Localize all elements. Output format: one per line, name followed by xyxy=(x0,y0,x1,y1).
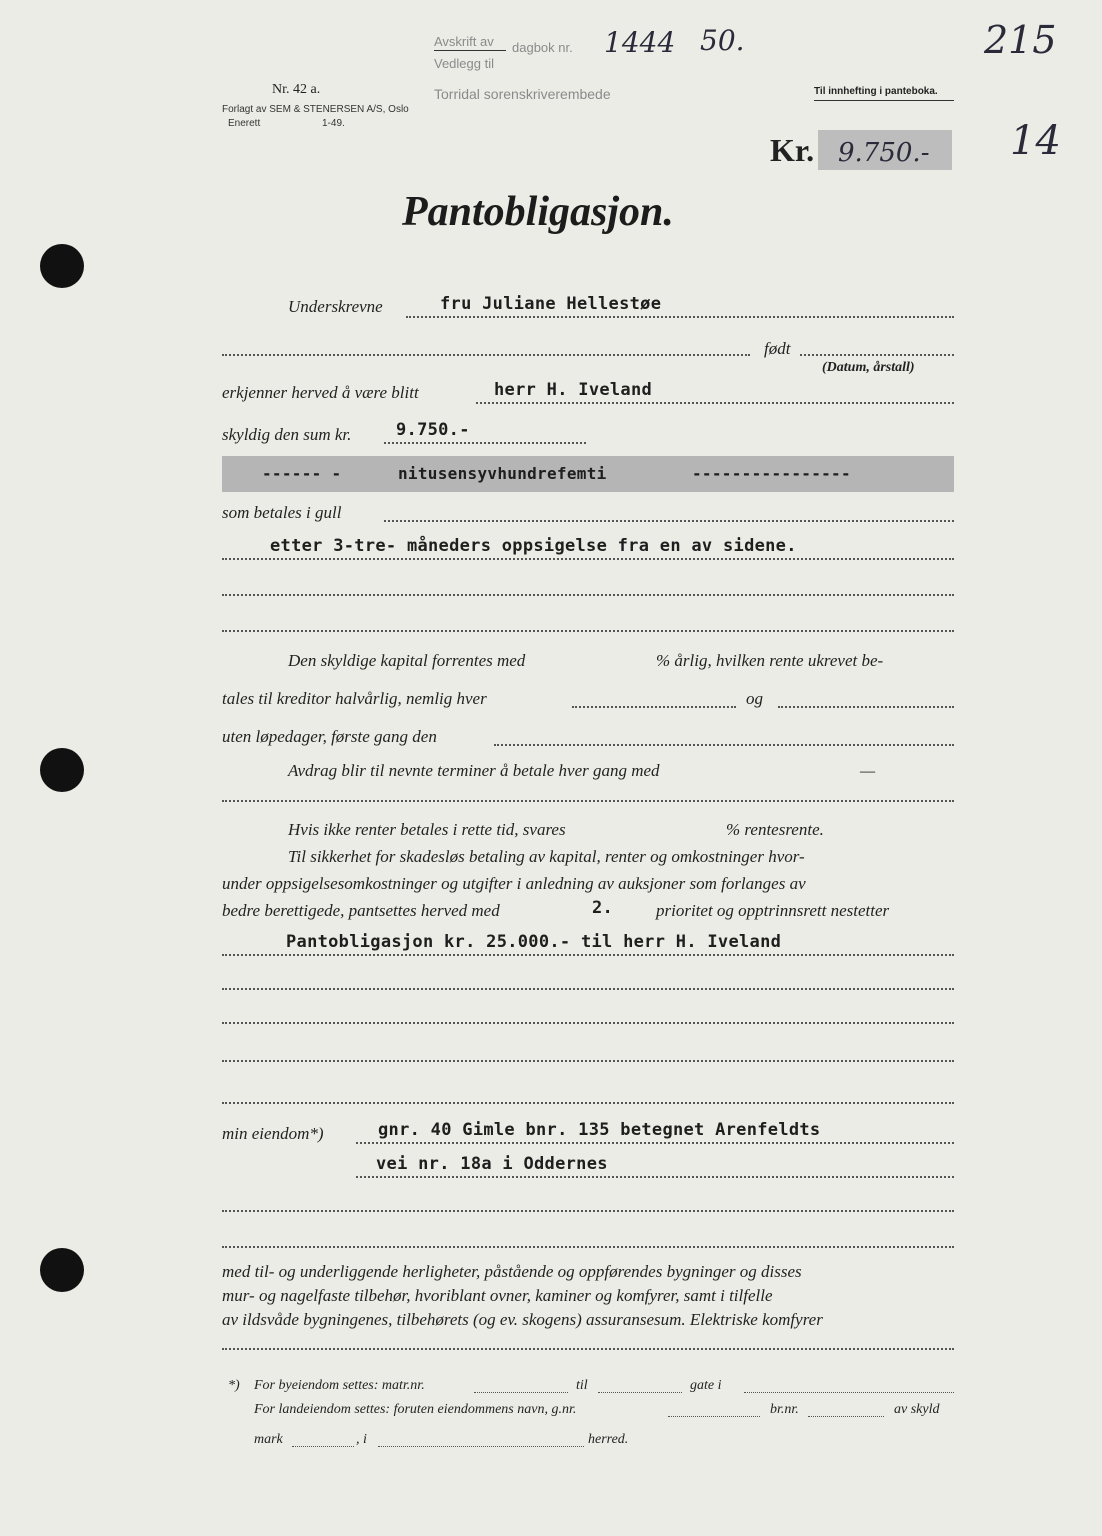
document-title: Pantobligasjon. xyxy=(402,189,674,235)
blank-line-7 xyxy=(222,1210,954,1212)
footnote-land-line-2 xyxy=(808,1416,884,1417)
betales-label: som betales i gull xyxy=(222,503,342,522)
dagbok-number: 1444 xyxy=(604,26,676,59)
footnote-mark-c: herred. xyxy=(588,1432,629,1447)
blank-line-5 xyxy=(222,1060,954,1062)
footnote-land-c: av skyld xyxy=(894,1402,940,1417)
blank-line-2 xyxy=(222,630,954,632)
footnote-by-a: For byeiendom settes: matr.nr. xyxy=(254,1378,425,1393)
betales-value: etter 3-tre- måneders oppsigelse fra en av sidene. xyxy=(270,536,797,556)
sikkerhet-text-3b: prioritet og opptrinnsrett nestetter xyxy=(656,901,890,920)
rente-text-2b: og xyxy=(746,689,763,708)
underskrevne-value: fru Juliane Hellestøe xyxy=(440,294,662,314)
sikkerhet-text-1: Til sikkerhet for skadesløs betaling av kapital, renter og omkostninger hvor- xyxy=(288,847,805,866)
blank-line-1 xyxy=(222,594,954,596)
publisher-enerett: Enerett xyxy=(228,118,261,129)
eiendom-label: min eiendom*) xyxy=(222,1124,324,1143)
footnote-by-b: til xyxy=(576,1378,588,1393)
sum-words-dashes-left: ------ - xyxy=(262,464,342,483)
avdrag-dash: — xyxy=(860,761,876,780)
eiendom-value-1: gnr. 40 Gimle bnr. 135 betegnet Arenfeldts xyxy=(378,1120,821,1140)
punch-hole-bottom xyxy=(40,1248,84,1292)
sum-words-dashes-right: ---------------- xyxy=(692,464,851,483)
prioritet-value: 2. xyxy=(592,898,614,918)
publisher-date: 1-49. xyxy=(322,118,345,129)
betales-line xyxy=(384,520,954,522)
punch-hole-middle xyxy=(40,748,84,792)
avdrag-line xyxy=(222,800,954,802)
prioritet-line-value: Pantobligasjon kr. 25.000.- til herr H. Iveland xyxy=(286,932,782,952)
underskrevne-line xyxy=(406,316,954,318)
footnote-by-line-3 xyxy=(744,1392,954,1393)
skyldig-line xyxy=(384,442,586,444)
herligheter-line xyxy=(222,1348,954,1350)
footnote-star: *) xyxy=(228,1378,240,1393)
innhefting-underline xyxy=(814,100,954,101)
handwritten-side-mark: 14 xyxy=(1010,118,1061,164)
avskrift-underline xyxy=(434,50,506,51)
eiendom-line-1 xyxy=(356,1142,954,1144)
betales-line-2 xyxy=(222,558,954,560)
herligheter-text-2: mur- og nagelfaste tilbehør, hvoriblant ovner, kaminer og komfyrer, samt i tilfelle xyxy=(222,1286,773,1305)
avskrift-av-label: Avskrift av xyxy=(434,34,494,49)
publisher-line: Forlagt av SEM & STENERSEN A/S, Oslo xyxy=(222,104,409,115)
fodt-line-left xyxy=(222,354,750,356)
sikkerhet-text-2: under oppsigelsesomkostninger og utgifter i anledning av auksjoner som forlanges av xyxy=(222,874,806,893)
fodt-label: født xyxy=(764,339,791,358)
footnote-land-line-1 xyxy=(668,1416,760,1417)
rente-line-2a xyxy=(572,706,736,708)
dagbok-label: dagbok nr. xyxy=(512,40,573,55)
rente-line-3 xyxy=(494,744,954,746)
footnote-mark-a: mark xyxy=(254,1432,283,1447)
sikkerhet-text-3a: bedre berettigede, pantsettes herved med xyxy=(222,901,500,920)
sum-words-value: nitusensyvhundrefemti xyxy=(398,464,607,483)
vedlegg-til-label: Vedlegg til xyxy=(434,56,494,71)
underskrevne-label: Underskrevne xyxy=(288,297,383,316)
kr-value: 9.750.- xyxy=(838,138,930,168)
punch-hole-top xyxy=(40,244,84,288)
rente-text-3: uten løpedager, første gang den xyxy=(222,727,437,746)
rente-text-1a: Den skyldige kapital forrentes med xyxy=(288,651,526,670)
erkjenner-line xyxy=(476,402,954,404)
avdrag-text: Avdrag blir til nevnte terminer å betale hver gang med xyxy=(288,761,660,780)
blank-line-6 xyxy=(222,1102,954,1104)
eiendom-value-2: vei nr. 18a i Oddernes xyxy=(376,1154,608,1174)
footnote-by-line-1 xyxy=(474,1392,568,1393)
footnote-by-line-2 xyxy=(598,1392,682,1393)
handwritten-page-number: 215 xyxy=(984,18,1057,62)
hvis-text-a: Hvis ikke renter betales i rette tid, svares xyxy=(288,820,566,839)
footnote-by-c: gate i xyxy=(690,1378,722,1393)
datum-label: (Datum, årstall) xyxy=(822,360,915,375)
rente-text-1b: % årlig, hvilken rente ukrevet be- xyxy=(656,651,884,670)
kr-label: Kr. xyxy=(770,132,815,168)
erkjenner-value: herr H. Iveland xyxy=(494,380,653,400)
footnote-mark-line-1 xyxy=(292,1446,354,1447)
fodt-line-right xyxy=(800,354,954,356)
form-number: Nr. 42 a. xyxy=(272,82,321,97)
office-name: Torridal sorenskriverembede xyxy=(434,86,611,102)
herligheter-text-1: med til- og underliggende herligheter, påstående og oppførendes bygninger og disses xyxy=(222,1262,802,1281)
skyldig-label: skyldig den sum kr. xyxy=(222,425,352,444)
innhefting-note: Til innhefting i panteboka. xyxy=(814,86,938,97)
prioritet-line xyxy=(222,954,954,956)
herligheter-text-3: av ildsvåde bygningenes, tilbehørets (og ev. skogens) assuransesum. Elektriske komfyrer xyxy=(222,1310,823,1329)
rente-text-2a: tales til kreditor halvårlig, nemlig hver xyxy=(222,689,487,708)
hvis-text-b: % rentesrente. xyxy=(726,820,824,839)
blank-line-4 xyxy=(222,1022,954,1024)
erkjenner-label: erkjenner herved å være blitt xyxy=(222,383,419,402)
blank-line-8 xyxy=(222,1246,954,1248)
skyldig-value: 9.750.- xyxy=(396,420,470,440)
footnote-mark-line-2 xyxy=(378,1446,584,1447)
rente-line-2b xyxy=(778,706,954,708)
footnote-land-b: br.nr. xyxy=(770,1402,799,1417)
eiendom-line-2 xyxy=(356,1176,954,1178)
dagbok-year: 50. xyxy=(700,24,745,57)
blank-line-3 xyxy=(222,988,954,990)
footnote-land-a: For landeiendom settes: foruten eiendommens navn, g.nr. xyxy=(254,1402,577,1417)
footnote-mark-b: , i xyxy=(356,1432,367,1447)
